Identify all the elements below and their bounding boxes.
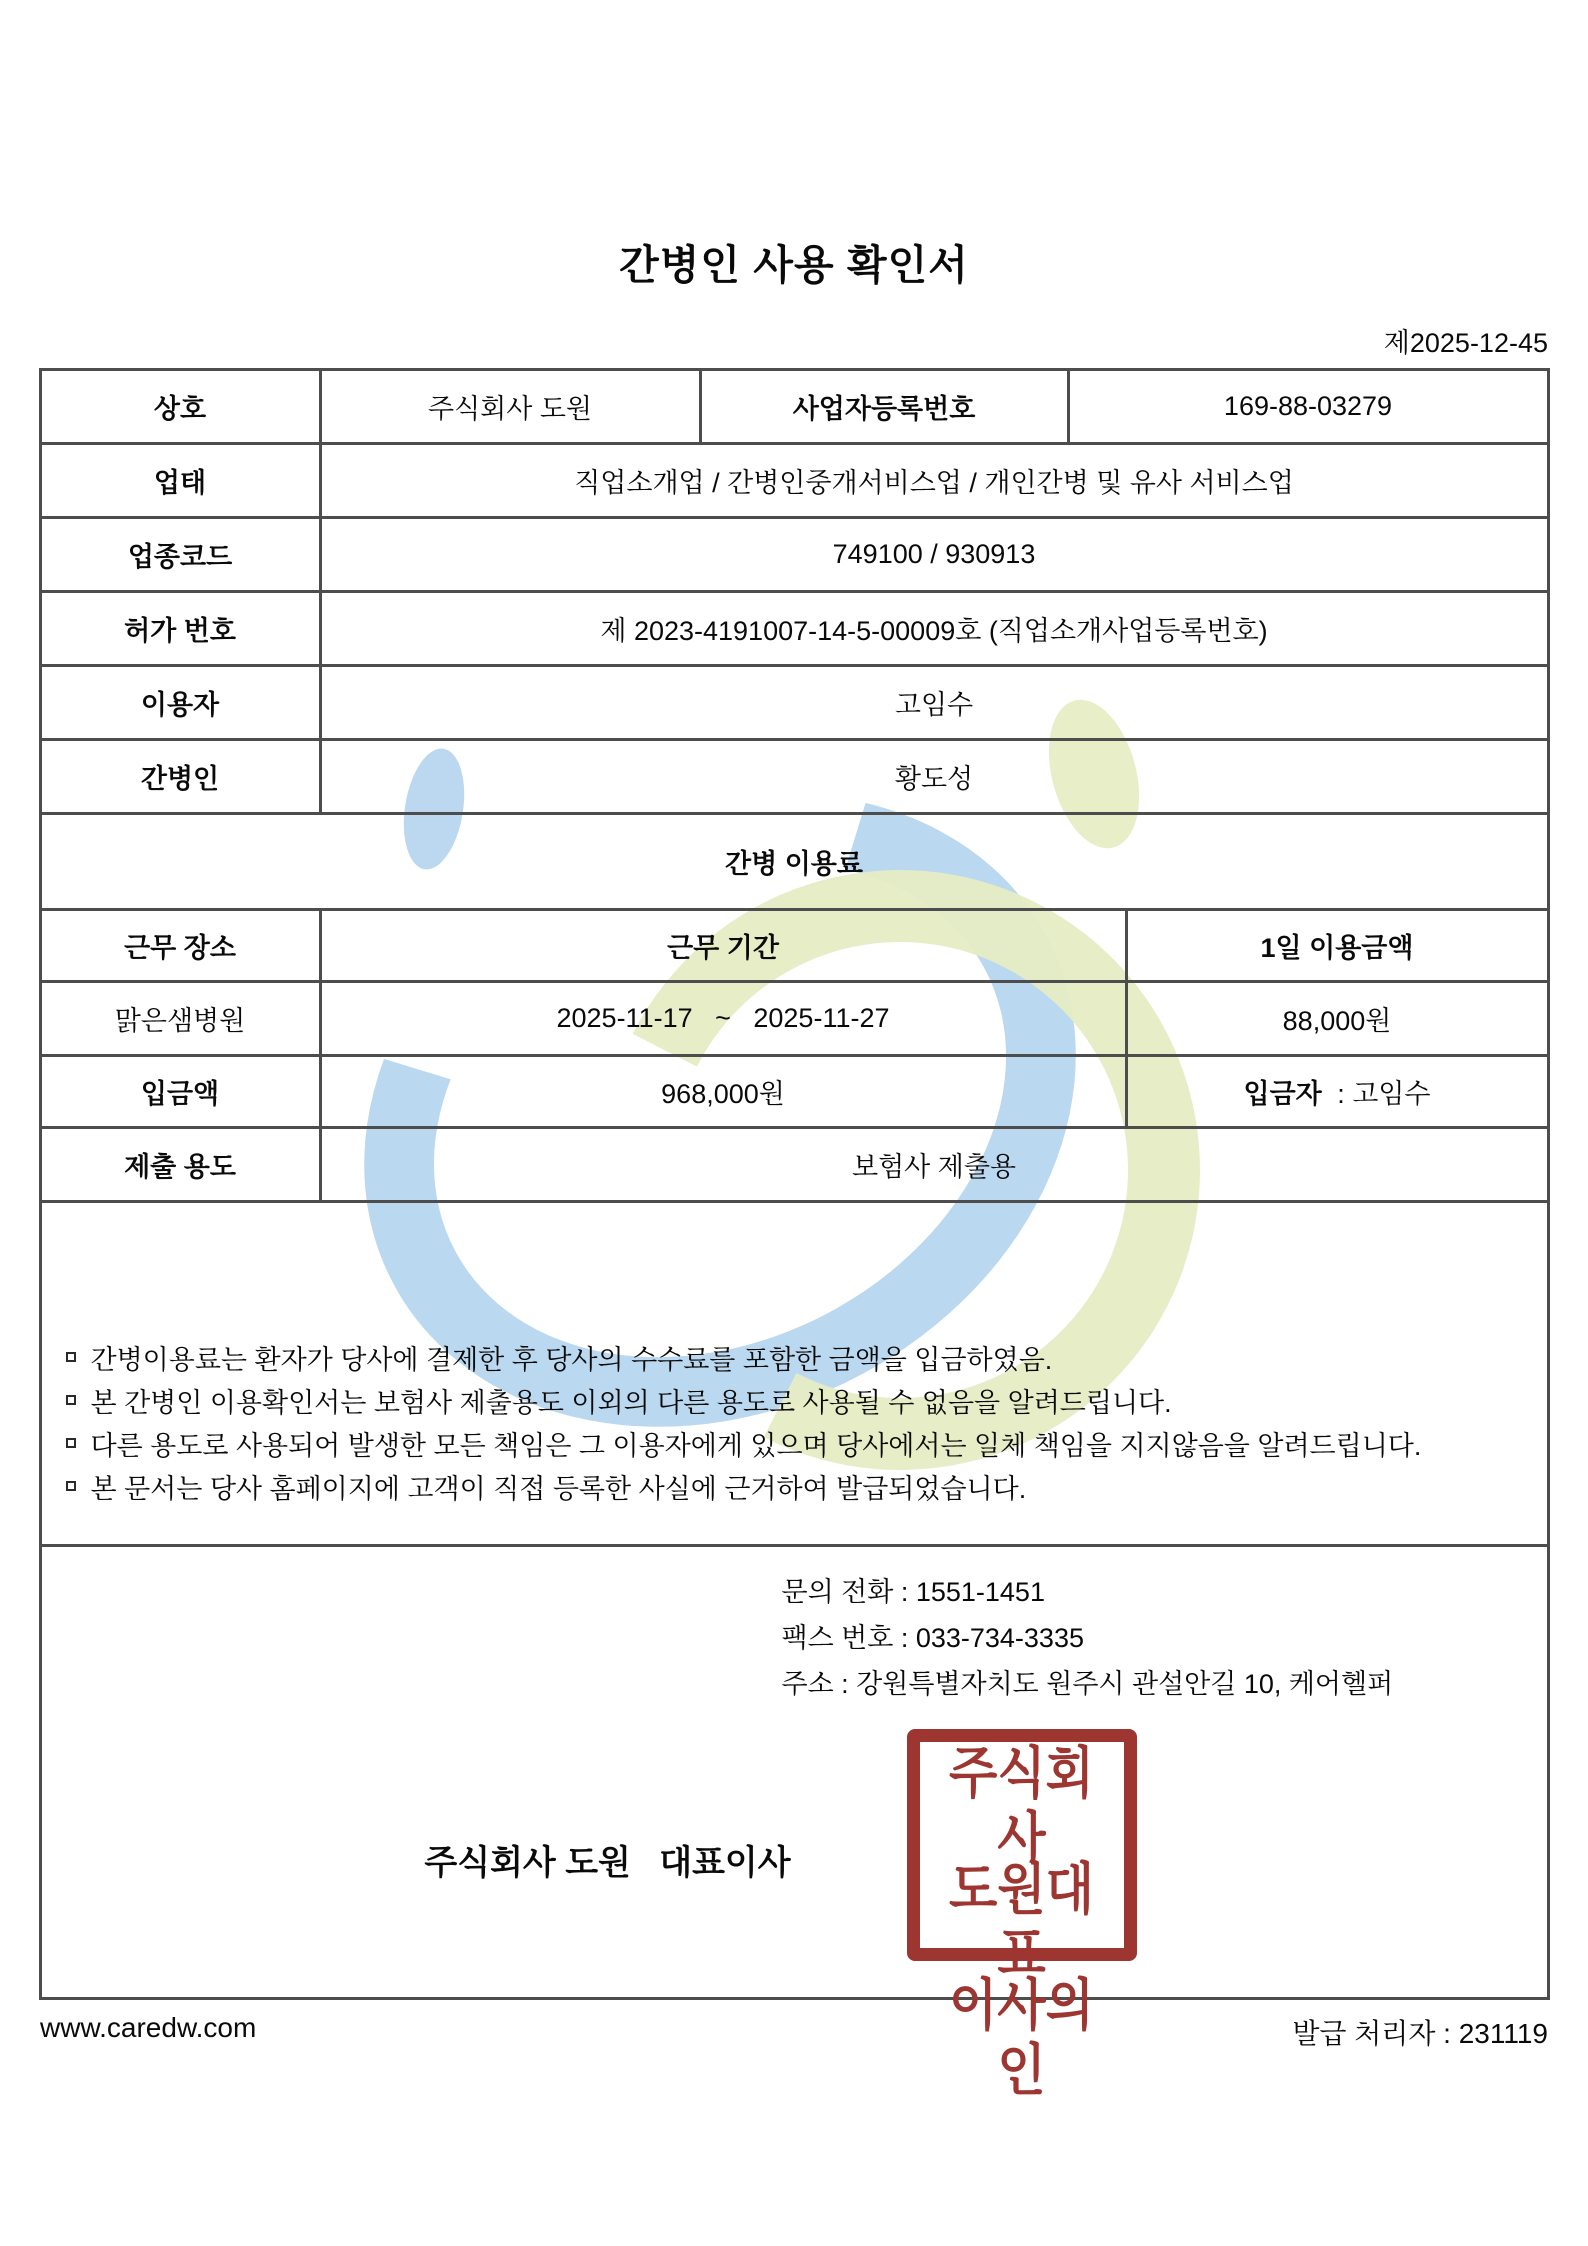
fee-header-row	[40, 910, 1548, 982]
depositor-value: : 고임수	[1337, 1079, 1431, 1109]
square-bullet-icon	[66, 1395, 76, 1405]
biz-name-value: 주식회사 도원	[320, 370, 700, 444]
note-item	[66, 1422, 1527, 1465]
deposit-label: 입금액	[40, 1056, 320, 1128]
footer-website: www.caredw.com	[40, 2012, 257, 2043]
corporate-seal-stamp-icon	[907, 1729, 1137, 2102]
biz-type-label: 업태	[40, 444, 320, 518]
company-signature-line: 주식회사 도원 대표이사	[424, 1844, 791, 1882]
square-bullet-icon	[66, 1481, 76, 1491]
table-row	[40, 666, 1548, 740]
period-label: 근무 기간	[320, 910, 1126, 982]
page-footer	[40, 2012, 1548, 2052]
signature-row	[40, 1546, 1548, 1999]
permit-value: 제 2023-4191007-14-5-00009호 (직업소개사업등록번호)	[320, 592, 1548, 666]
fee-section-title: 간병 이용료	[40, 814, 1548, 910]
seal-text-line: 이사의인	[949, 1974, 1094, 2102]
table-row	[40, 740, 1548, 814]
notes-row	[40, 1202, 1548, 1546]
table-row	[40, 518, 1548, 592]
document-number: 제2025-12-45	[1383, 328, 1548, 358]
note-text: 본 문서는 당사 홈페이지에 고객이 직접 등록한 사실에 근거하여 발급되었습니다.	[90, 1473, 1027, 1504]
note-item	[66, 1465, 1527, 1508]
note-text: 본 간병인 이용확인서는 보험사 제출용도 이외의 다른 용도로 사용될 수 없음을 알려드립니다.	[90, 1387, 1172, 1418]
purpose-label: 제출 용도	[40, 1128, 320, 1202]
fee-value-row	[40, 982, 1548, 1056]
contact-phone: 문의 전화 : 1551-1451	[781, 1577, 1045, 1607]
fee-section-header-row	[40, 814, 1548, 910]
place-value: 맑은샘병원	[40, 982, 320, 1056]
depositor-label: 입금자	[1243, 1079, 1322, 1109]
biz-type-value: 직업소개업 / 간병인중개서비스업 / 개인간병 및 유사 서비스업	[320, 444, 1548, 518]
deposit-value: 968,000원	[320, 1056, 1126, 1128]
biz-name-label: 상호	[40, 370, 320, 444]
contact-block	[782, 1569, 1394, 1707]
caregiver-value: 황도성	[320, 740, 1548, 814]
purpose-value: 보험사 제출용	[320, 1128, 1548, 1202]
note-text: 다른 용도로 사용되어 발생한 모든 책임은 그 이용자에게 있으며 당사에서는 일체 책임을 지지않음을 알려드립니다.	[90, 1430, 1422, 1461]
daily-value: 88,000원	[1126, 982, 1548, 1056]
table-row	[40, 592, 1548, 666]
note-item	[66, 1379, 1527, 1422]
biz-code-value: 749100 / 930913	[320, 518, 1548, 592]
period-value: 2025-11-17 ~ 2025-11-27	[320, 982, 1126, 1056]
caregiver-label: 간병인	[40, 740, 320, 814]
user-value: 고임수	[320, 666, 1548, 740]
user-label: 이용자	[40, 666, 320, 740]
biz-code-label: 업종코드	[40, 518, 320, 592]
biz-reg-value: 169-88-03279	[1068, 370, 1548, 444]
seal-text-line: 주식회사	[949, 1742, 1094, 1870]
purpose-row	[40, 1128, 1548, 1202]
note-item	[66, 1336, 1527, 1379]
footer-issuer: 발급 처리자 : 231119	[1292, 2018, 1548, 2049]
contact-address: 주소 : 강원특별자치도 원주시 관설안길 10, 케어헬퍼	[781, 1669, 1394, 1699]
deposit-row	[40, 1056, 1548, 1128]
biz-reg-label: 사업자등록번호	[700, 370, 1068, 444]
table-row	[40, 444, 1548, 518]
contact-fax: 팩스 번호 : 033-734-3335	[781, 1623, 1084, 1653]
daily-label: 1일 이용금액	[1126, 910, 1548, 982]
seal-text-line: 도원대표	[949, 1858, 1094, 1986]
table-row	[40, 370, 1548, 444]
note-text: 간병이용료는 환자가 당사에 결제한 후 당사의 수수료를 포함한 금액을 입금하였음.	[90, 1344, 1053, 1375]
page-title: 간병인 사용 확인서	[619, 242, 969, 288]
depositor-cell	[1126, 1056, 1548, 1128]
permit-label: 허가 번호	[40, 592, 320, 666]
place-label: 근무 장소	[40, 910, 320, 982]
notes-cell	[40, 1202, 1548, 1546]
square-bullet-icon	[66, 1352, 76, 1362]
square-bullet-icon	[66, 1438, 76, 1448]
